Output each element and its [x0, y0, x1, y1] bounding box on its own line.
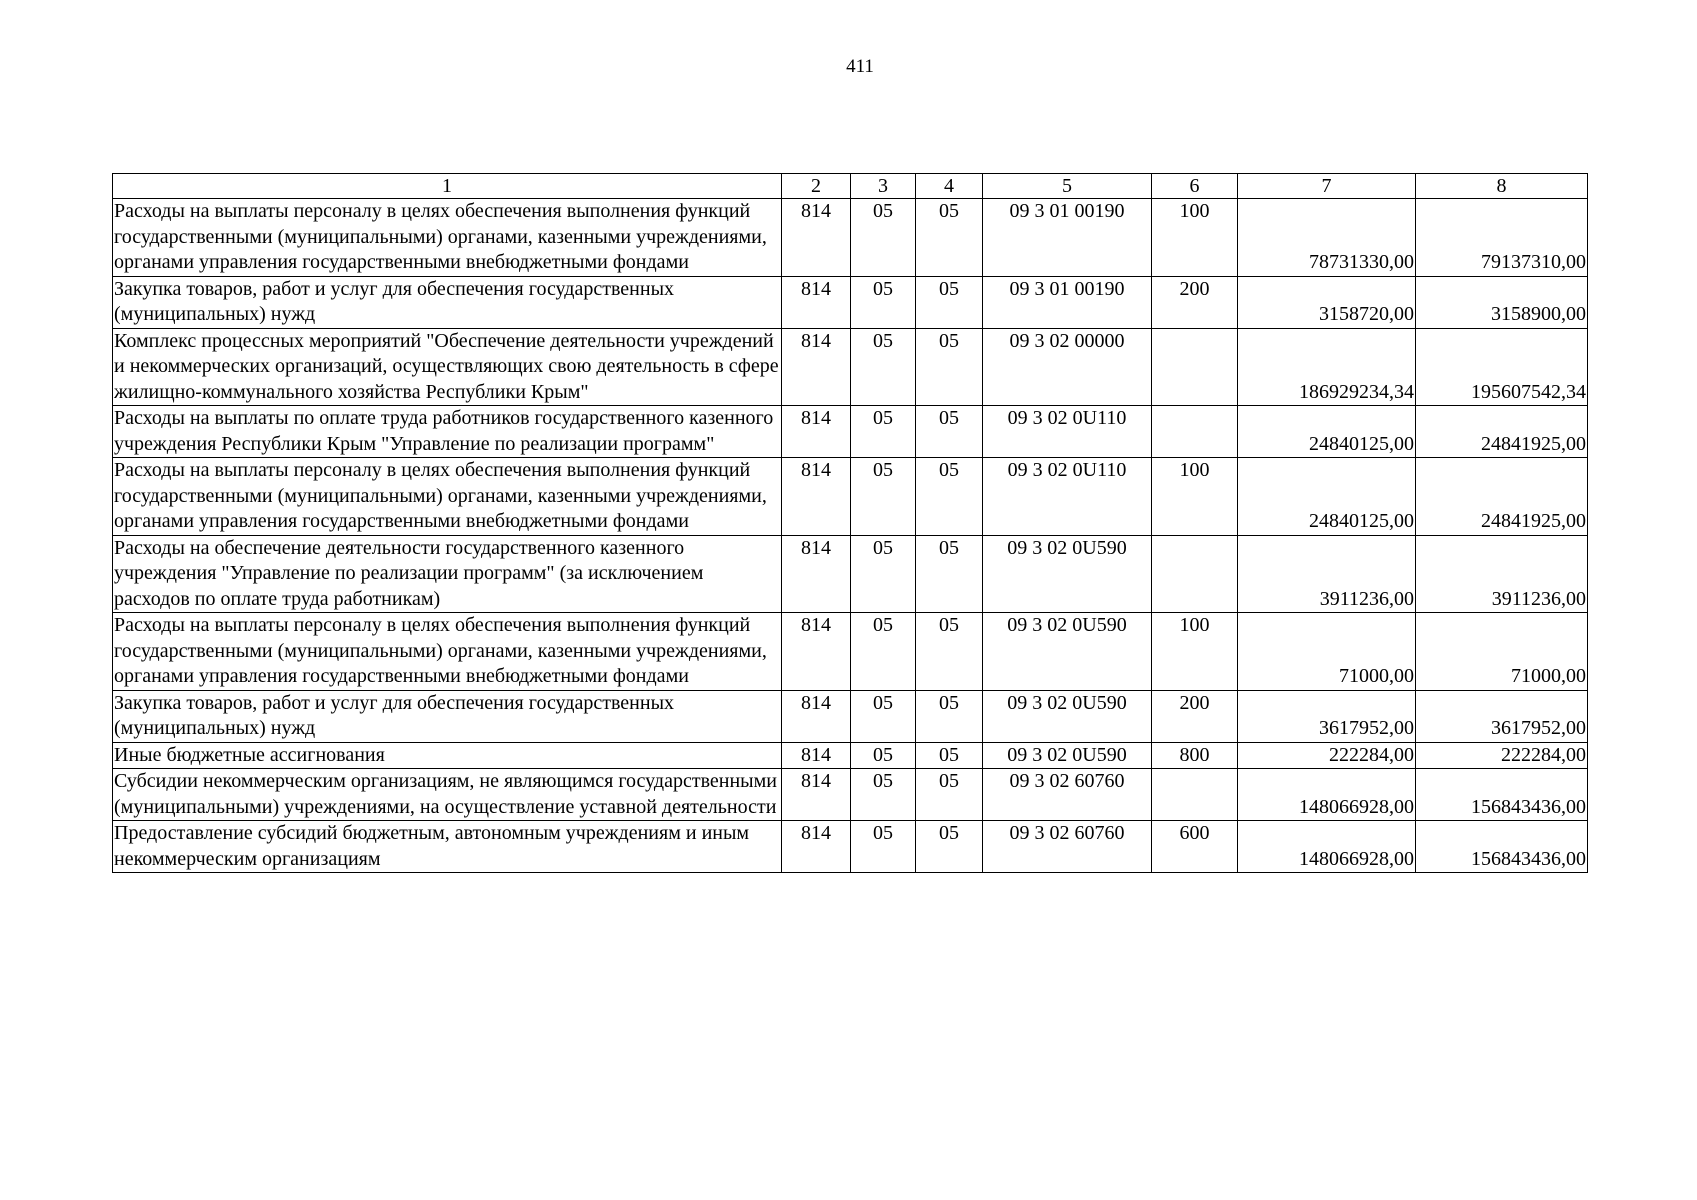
row-subsection-cell: 05	[916, 328, 983, 406]
row-amount-col8-cell: 156843436,00	[1416, 821, 1588, 873]
row-amount-col7-cell: 3617952,00	[1238, 690, 1416, 742]
row-expense-type-cell: 100	[1152, 458, 1238, 536]
row-target-article-cell: 09 3 02 60760	[983, 769, 1152, 821]
row-code-cell: 814	[782, 742, 851, 769]
row-amount-col8-cell: 24841925,00	[1416, 406, 1588, 458]
row-target-article-cell: 09 3 02 0U590	[983, 742, 1152, 769]
row-subsection-cell: 05	[916, 613, 983, 691]
row-code-cell: 814	[782, 690, 851, 742]
row-expense-type-cell	[1152, 328, 1238, 406]
row-amount-col8-cell: 195607542,34	[1416, 328, 1588, 406]
row-expense-type-cell: 200	[1152, 690, 1238, 742]
row-subsection-cell: 05	[916, 406, 983, 458]
row-section-cell: 05	[851, 535, 916, 613]
table-row	[113, 613, 1588, 691]
row-amount-col7-cell: 148066928,00	[1238, 821, 1416, 873]
row-target-article-cell: 09 3 02 0U110	[983, 458, 1152, 536]
header-cell: 6	[1152, 174, 1238, 199]
row-subsection-cell: 05	[916, 742, 983, 769]
row-section-cell: 05	[851, 276, 916, 328]
row-amount-col7-cell: 71000,00	[1238, 613, 1416, 691]
row-target-article-cell: 09 3 02 0U110	[983, 406, 1152, 458]
table-row	[113, 535, 1588, 613]
header-cell: 5	[983, 174, 1152, 199]
row-code-cell: 814	[782, 769, 851, 821]
row-target-article-cell: 09 3 02 0U590	[983, 613, 1152, 691]
row-amount-col7-cell: 3911236,00	[1238, 535, 1416, 613]
row-target-article-cell: 09 3 01 00190	[983, 276, 1152, 328]
row-amount-col8-cell: 79137310,00	[1416, 199, 1588, 277]
row-name-cell: Закупка товаров, работ и услуг для обеспечения государственных (муниципальных) нужд	[113, 276, 782, 328]
table-row	[113, 742, 1588, 769]
row-subsection-cell: 05	[916, 458, 983, 536]
row-name-cell: Расходы на выплаты по оплате труда работников государственного казенного учреждения Республики Крым "Управление по реализации программ"	[113, 406, 782, 458]
table-row	[113, 276, 1588, 328]
table-row	[113, 406, 1588, 458]
row-amount-col8-cell: 71000,00	[1416, 613, 1588, 691]
row-expense-type-cell: 100	[1152, 199, 1238, 277]
table-body	[113, 174, 1588, 873]
row-section-cell: 05	[851, 328, 916, 406]
row-expense-type-cell: 600	[1152, 821, 1238, 873]
table-row	[113, 199, 1588, 277]
row-target-article-cell: 09 3 02 0U590	[983, 535, 1152, 613]
row-amount-col8-cell: 3158900,00	[1416, 276, 1588, 328]
row-section-cell: 05	[851, 690, 916, 742]
row-section-cell: 05	[851, 742, 916, 769]
header-cell: 7	[1238, 174, 1416, 199]
row-name-cell: Расходы на обеспечение деятельности государственного казенного учреждения "Управление по реализации программ" (за исключением расходов по оплате труда работникам)	[113, 535, 782, 613]
row-expense-type-cell	[1152, 406, 1238, 458]
row-name-cell: Субсидии некоммерческим организациям, не являющимся государственными (муниципальными) учреждениями, на осуществление уставной деятельности	[113, 769, 782, 821]
row-subsection-cell: 05	[916, 690, 983, 742]
row-target-article-cell: 09 3 01 00190	[983, 199, 1152, 277]
row-expense-type-cell	[1152, 535, 1238, 613]
row-name-cell: Иные бюджетные ассигнования	[113, 742, 782, 769]
header-cell: 3	[851, 174, 916, 199]
row-section-cell: 05	[851, 199, 916, 277]
row-section-cell: 05	[851, 613, 916, 691]
row-name-cell: Расходы на выплаты персоналу в целях обеспечения выполнения функций государственными (муниципальными) органами, казенными учреждениями, органами управления государственными внебюджетными фондами	[113, 613, 782, 691]
row-amount-col8-cell: 222284,00	[1416, 742, 1588, 769]
row-name-cell: Закупка товаров, работ и услуг для обеспечения государственных (муниципальных) нужд	[113, 690, 782, 742]
row-amount-col7-cell: 24840125,00	[1238, 406, 1416, 458]
row-amount-col7-cell: 24840125,00	[1238, 458, 1416, 536]
row-section-cell: 05	[851, 769, 916, 821]
row-expense-type-cell: 800	[1152, 742, 1238, 769]
table-row	[113, 458, 1588, 536]
row-amount-col7-cell: 78731330,00	[1238, 199, 1416, 277]
header-cell: 4	[916, 174, 983, 199]
row-expense-type-cell	[1152, 769, 1238, 821]
row-code-cell: 814	[782, 821, 851, 873]
page-number: 411	[846, 56, 874, 77]
header-cell: 1	[113, 174, 782, 199]
row-amount-col7-cell: 3158720,00	[1238, 276, 1416, 328]
row-subsection-cell: 05	[916, 769, 983, 821]
row-section-cell: 05	[851, 406, 916, 458]
row-code-cell: 814	[782, 458, 851, 536]
budget-table	[112, 173, 1588, 873]
row-subsection-cell: 05	[916, 535, 983, 613]
row-code-cell: 814	[782, 406, 851, 458]
row-target-article-cell: 09 3 02 0U590	[983, 690, 1152, 742]
row-target-article-cell: 09 3 02 00000	[983, 328, 1152, 406]
row-name-cell: Предоставление субсидий бюджетным, автономным учреждениям и иным некоммерческим организациям	[113, 821, 782, 873]
row-code-cell: 814	[782, 535, 851, 613]
row-section-cell: 05	[851, 821, 916, 873]
row-expense-type-cell: 100	[1152, 613, 1238, 691]
row-name-cell: Расходы на выплаты персоналу в целях обеспечения выполнения функций государственными (муниципальными) органами, казенными учреждениями, органами управления государственными внебюджетными фондами	[113, 458, 782, 536]
row-subsection-cell: 05	[916, 276, 983, 328]
header-cell: 2	[782, 174, 851, 199]
table-row	[113, 328, 1588, 406]
row-code-cell: 814	[782, 613, 851, 691]
row-subsection-cell: 05	[916, 821, 983, 873]
header-cell: 8	[1416, 174, 1588, 199]
row-section-cell: 05	[851, 458, 916, 536]
row-name-cell: Расходы на выплаты персоналу в целях обеспечения выполнения функций государственными (муниципальными) органами, казенными учреждениями, органами управления государственными внебюджетными фондами	[113, 199, 782, 277]
row-amount-col8-cell: 3617952,00	[1416, 690, 1588, 742]
row-subsection-cell: 05	[916, 199, 983, 277]
table-row	[113, 769, 1588, 821]
row-amount-col8-cell: 24841925,00	[1416, 458, 1588, 536]
row-target-article-cell: 09 3 02 60760	[983, 821, 1152, 873]
row-code-cell: 814	[782, 328, 851, 406]
row-amount-col8-cell: 156843436,00	[1416, 769, 1588, 821]
row-amount-col8-cell: 3911236,00	[1416, 535, 1588, 613]
row-name-cell: Комплекс процессных мероприятий "Обеспечение деятельности учреждений и некоммерческих организаций, осуществляющих свою деятельность в сфере жилищно-коммунального хозяйства Республики Крым"	[113, 328, 782, 406]
row-amount-col7-cell: 222284,00	[1238, 742, 1416, 769]
row-code-cell: 814	[782, 199, 851, 277]
table-row	[113, 690, 1588, 742]
header-row	[113, 174, 1588, 199]
row-amount-col7-cell: 186929234,34	[1238, 328, 1416, 406]
row-amount-col7-cell: 148066928,00	[1238, 769, 1416, 821]
table-row	[113, 821, 1588, 873]
row-expense-type-cell: 200	[1152, 276, 1238, 328]
row-code-cell: 814	[782, 276, 851, 328]
